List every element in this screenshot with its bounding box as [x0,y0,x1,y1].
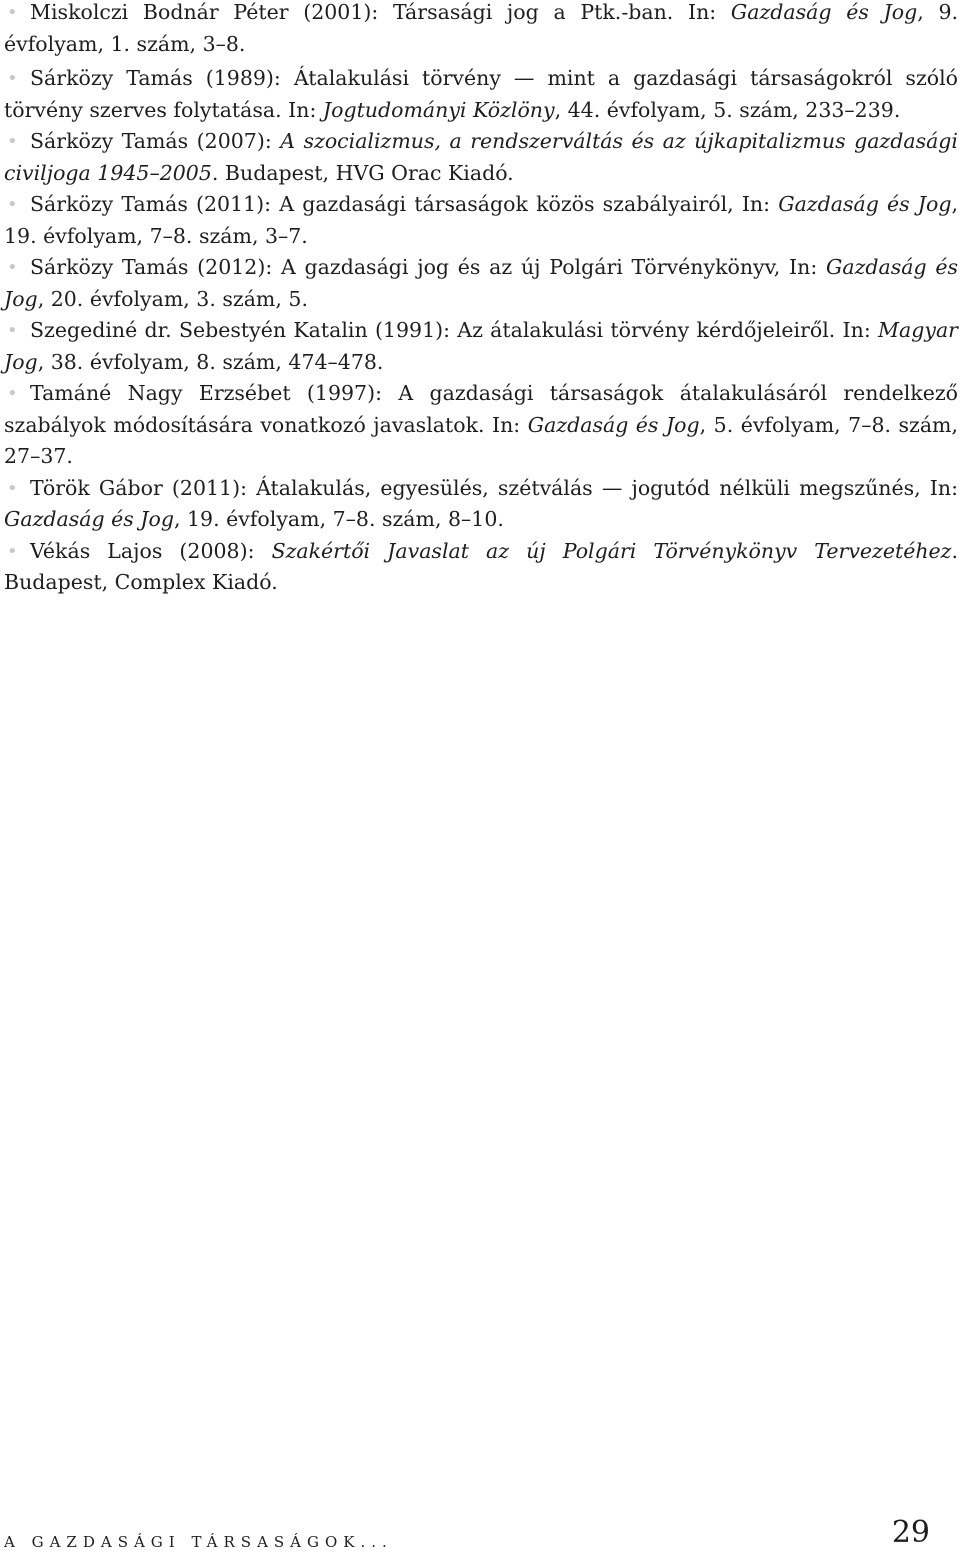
bullet-icon: • [7,68,18,89]
reference-item [4,378,958,473]
reference-item [4,63,958,126]
reference-details: , 20. évfolyam, 3. szám, 5. [37,286,308,311]
reference-text: Sárközy Tamás (2007): [30,129,281,153]
reference-item [4,315,958,378]
reference-text: Tamáné Nagy Erzsébet (1997): A gazdasági társaságok átalakulásáról rendelkező szabályok módosítására vonatkozó javaslatok. In: [4,381,958,437]
reference-source: Gazdaság és Jog [778,192,952,216]
reference-source: Szakértői Javaslat az új Polgári Törvénykönyv Tervezetéhez [271,538,952,563]
bullet-icon: • [7,383,18,404]
reference-source: Gazdaság és Jog [527,412,700,437]
reference-source: Jogtudományi Közlöny [322,97,555,122]
bullet-icon: • [7,540,18,562]
reference-details: , 38. évfolyam, 8. szám, 474–478. [37,349,384,374]
reference-details: . Budapest, Complex Kiadó. [4,538,958,594]
reference-item [4,126,958,189]
bullet-icon: • [7,477,18,499]
bullet-icon: • [7,320,18,341]
reference-source: Magyar Jog [4,318,958,374]
reference-list [4,0,958,599]
reference-item [4,473,958,536]
reference-text: Miskolczi Bodnár Péter (2001): Társasági jog a Ptk.-ban. In: [30,0,731,24]
bullet-icon: • [7,2,18,23]
reference-text: Török Gábor (2011): Átalakulás, egyesülés, szétválás — jogutód nélküli megszűnés, In: [30,475,958,500]
bullet-icon: • [7,194,18,215]
reference-details: , 9. évfolyam, 1. szám, 3–8. [4,0,958,56]
reference-source: Gazdaság és Jog [4,255,958,311]
reference-item [4,0,958,60]
reference-text: Vékás Lajos (2008): [30,538,272,563]
reference-item [4,189,958,252]
reference-text: Szegediné dr. Sebestyén Katalin (1991): Az átalakulási törvény kérdőjeleiről. In: [30,318,879,342]
bullet-icon: • [7,257,18,278]
reference-details: , 5. évfolyam, 7–8. szám, 27–37. [4,412,958,468]
reference-details: , 19. évfolyam, 7–8. szám, 3–7. [4,192,958,248]
reference-text: Sárközy Tamás (1989): Átalakulási törvény — mint a gazdasági társaságokról szóló törvény szerves folytatása. In: [4,66,958,122]
reference-source: Gazdaság és Jog [730,0,918,24]
reference-details: . Budapest, HVG Orac Kiadó. [211,160,514,185]
bullet-icon: • [7,131,18,152]
reference-details: , 19. évfolyam, 7–8. szám, 8–10. [173,507,504,531]
reference-source: A szocializmus, a rendszerváltás és az újkapitalizmus gazdasági civiljoga 1945–2005 [4,129,958,185]
reference-item [4,252,958,315]
reference-source: Gazdaság és Jog [4,507,174,531]
page-number: 29 [891,1515,930,1550]
reference-text: Sárközy Tamás (2012): A gazdasági jog és az új Polgári Törvénykönyv, In: [30,255,826,279]
reference-text: Sárközy Tamás (2011): A gazdasági társaságok közös szabályairól, In: [30,192,779,216]
running-footer-title: A GAZDASÁGI TÁRSASÁGOK... [4,1533,393,1551]
reference-details: , 44. évfolyam, 5. szám, 233–239. [554,97,901,122]
reference-item [4,536,958,599]
